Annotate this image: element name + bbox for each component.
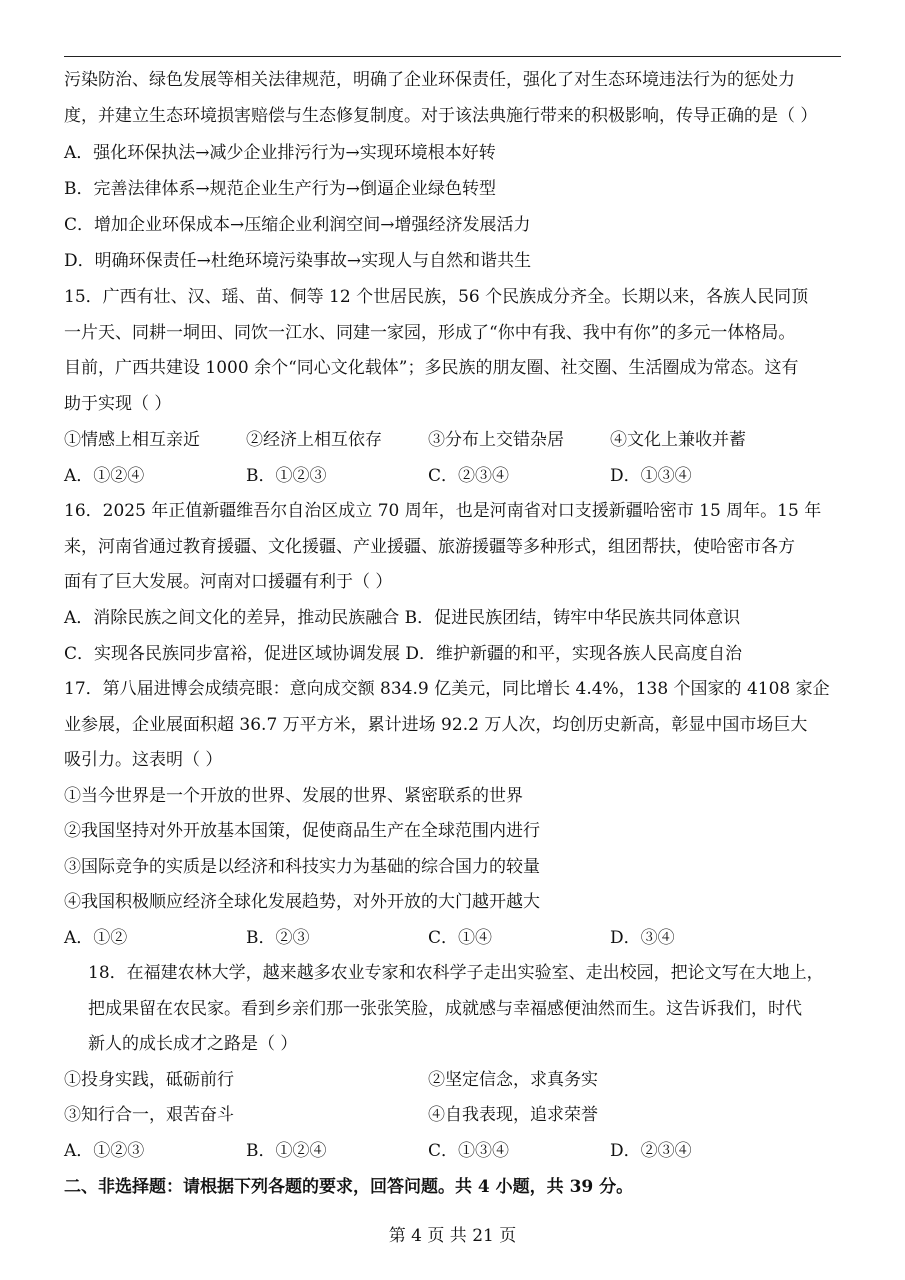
q18-option-a: A．①②③	[64, 1141, 145, 1161]
q18-stem-line-1: 18．在福建农林大学，越来越多农业专家和农科学子走出实验室、走出校园，把论文写在大地上，	[88, 963, 824, 983]
q18-item-2: ②坚定信念，求真务实	[428, 1070, 598, 1090]
header-rule	[64, 56, 841, 57]
q17-item-2: ②我国坚持对外开放基本国策，促使商品生产在全球范围内进行	[64, 821, 540, 841]
q17-item-1: ①当今世界是一个开放的世界、发展的世界、紧密联系的世界	[64, 786, 523, 806]
q14-option-c: C．增加企业环保成本→压缩企业利润空间→增强经济发展活力	[64, 215, 531, 235]
q18-stem-line-3: 新人的成长成才之路是（ ）	[88, 1034, 298, 1054]
q15-item-1: ①情感上相互亲近	[64, 430, 200, 450]
q18-stem-line-2: 把成果留在农民家。看到乡亲们那一张张笑脸，成就感与幸福感便油然而生。这告诉我们，时代	[88, 999, 802, 1019]
q17-option-b: B．②③	[246, 928, 310, 948]
q17-stem-line-3: 吸引力。这表明（ ）	[64, 750, 223, 770]
q15-stem-line-2: 一片天、同耕一垌田、同饮一江水、同建一家园，形成了“你中有我、我中有你”的多元一体格局。	[64, 323, 796, 343]
q15-stem-line-1: 15．广西有壮、汉、瑶、苗、侗等 12 个世居民族，56 个民族成分齐全。长期以来，各族人民同顶	[64, 287, 809, 307]
q14-option-a: A．强化环保执法→减少企业排污行为→实现环境根本好转	[64, 143, 496, 163]
q18-item-4: ④自我表现，追求荣誉	[428, 1105, 598, 1125]
q15-option-a: A．①②④	[64, 466, 145, 486]
q14-option-d: D．明确环保责任→杜绝环境污染事故→实现人与自然和谐共生	[64, 251, 532, 271]
q15-option-b: B．①②③	[246, 466, 327, 486]
q16-options-ab: A．消除民族之间文化的差异，推动民族融合 B．促进民族团结，铸牢中华民族共同体意识	[64, 608, 741, 628]
q17-stem-line-1: 17．第八届进博会成绩亮眼：意向成交额 834.9 亿美元，同比增长 4.4%，138 个国家的 4108 家企	[64, 679, 830, 699]
q17-option-a: A．①②	[64, 928, 128, 948]
q17-option-d: D．③④	[610, 928, 675, 948]
q17-item-3: ③国际竞争的实质是以经济和科技实力为基础的综合国力的较量	[64, 857, 540, 877]
q15-stem-line-3: 目前，广西共建设 1000 余个“同心文化载体”；多民族的朋友圈、社交圈、生活圈成为常态。这有	[64, 358, 799, 378]
q17-option-c: C．①④	[428, 928, 493, 948]
q18-item-3: ③知行合一，艰苦奋斗	[64, 1105, 234, 1125]
q15-stem-line-4: 助于实现（ ）	[64, 394, 172, 414]
q17-stem-line-2: 业参展，企业展面积超 36.7 万平方米，累计进场 92.2 万人次，均创历史新高，彰显中国市场巨大	[64, 715, 808, 735]
page-footer: 第 4 页 共 21 页	[388, 1226, 517, 1246]
q14-stem-line-1: 污染防治、绿色发展等相关法律规范，明确了企业环保责任，强化了对生态环境违法行为的惩处力	[64, 70, 795, 90]
q18-option-c: C．①③④	[428, 1141, 510, 1161]
q16-stem-line-2: 来，河南省通过教育援疆、文化援疆、产业援疆、旅游援疆等多种形式，组团帮扶，使哈密市各方	[64, 537, 795, 557]
q15-item-4: ④文化上兼收并蓄	[610, 430, 746, 450]
q15-item-3: ③分布上交错杂居	[428, 430, 564, 450]
q14-stem-line-2: 度，并建立生态环境损害赔偿与生态修复制度。对于该法典施行带来的积极影响，传导正确的是（ ）	[64, 106, 818, 126]
q15-option-d: D．①③④	[610, 466, 692, 486]
section-2-heading: 二、非选择题：请根据下列各题的要求，回答问题。共 4 小题，共 39 分。	[64, 1177, 634, 1197]
q16-stem-line-3: 面有了巨大发展。河南对口援疆有利于（ ）	[64, 572, 393, 592]
q16-options-cd: C．实现各民族同步富裕，促进区域协调发展 D．维护新疆的和平，实现各族人民高度自治	[64, 644, 743, 664]
q17-item-4: ④我国积极顺应经济全球化发展趋势，对外开放的大门越开越大	[64, 892, 540, 912]
q18-item-1: ①投身实践，砥砺前行	[64, 1070, 234, 1090]
q15-option-c: C．②③④	[428, 466, 510, 486]
q18-option-b: B．①②④	[246, 1141, 327, 1161]
q18-option-d: D．②③④	[610, 1141, 692, 1161]
q14-option-b: B．完善法律体系→规范企业生产行为→倒逼企业绿色转型	[64, 179, 496, 199]
q16-stem-line-1: 16．2025 年正值新疆维吾尔自治区成立 70 周年，也是河南省对口支援新疆哈密市 15 周年。15 年	[64, 501, 822, 521]
q15-item-2: ②经济上相互依存	[246, 430, 382, 450]
